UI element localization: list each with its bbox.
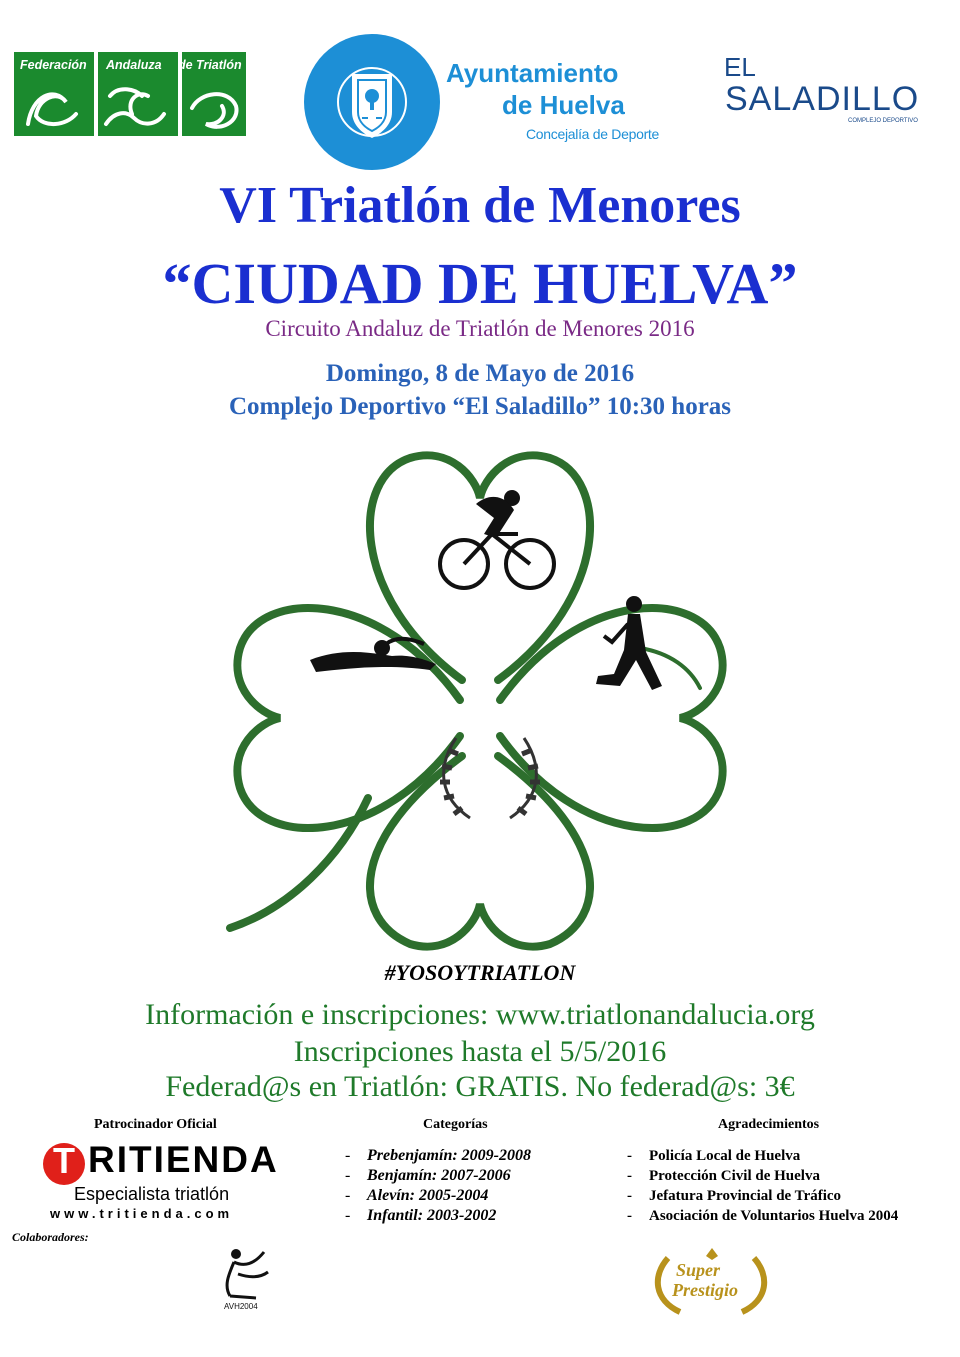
cyclist-icon (440, 490, 554, 588)
categories-heading: Categorías (423, 1117, 488, 1132)
circuit-name: Circuito Andaluz de Triatlón de Menores 2016 (265, 316, 695, 341)
acknowledgements-heading: Agradecimientos (718, 1117, 820, 1132)
list-item: - Policía Local de Huelva (627, 1148, 801, 1164)
collaborators-heading: Colaboradores: (12, 1230, 89, 1244)
federacion-andaluza-logo (14, 52, 246, 136)
clover-leaf-left (237, 608, 460, 828)
super-prestigio-line2: Prestigio (672, 1280, 738, 1300)
list-item: - Asociación de Voluntarios Huelva 2004 (627, 1208, 899, 1224)
super-prestigio-logo (646, 1242, 776, 1318)
list-item: - Benjamín: 2007-2006 (345, 1167, 511, 1184)
list-item: - Protección Civil de Huelva (627, 1168, 820, 1184)
event-subtitle: “CIUDAD DE HUELVA” (162, 251, 798, 316)
federacion-wave-icon (14, 52, 246, 136)
list-item: - Alevín: 2005-2004 (345, 1187, 489, 1204)
list-item: - Prebenjamín: 2009-2008 (345, 1147, 531, 1164)
federacion-logo-word-1: Federación (20, 58, 87, 72)
info-deadline: Inscripciones hasta el 5/5/2016 (293, 1035, 667, 1068)
federacion-logo-word-2: Andaluza (106, 58, 162, 72)
info-registration: Información e inscripciones: www.triatlonandalucia.org (145, 998, 815, 1031)
hashtag: #YOSOYTRIATLON (384, 960, 576, 985)
sponsor-heading: Patrocinador Oficial (94, 1117, 217, 1132)
avh2004-label: AVH2004 (224, 1302, 258, 1311)
saladillo-logo-name: SALADILLO (725, 80, 920, 118)
ayuntamiento-line1: Ayuntamiento (446, 58, 619, 88)
list-item: - Jefatura Provincial de Tráfico (627, 1188, 842, 1204)
tritienda-brand: RITIENDA (88, 1139, 279, 1180)
ayuntamiento-line3: Concejalía de Deporte (526, 126, 660, 142)
list-item: - Infantil: 2003-2002 (345, 1207, 497, 1224)
event-date: Domingo, 8 de Mayo de 2016 (325, 360, 635, 387)
saladillo-logo-sub: COMPLEJO DEPORTIVO (848, 118, 918, 124)
clover-leaf-bottom (370, 756, 590, 947)
categories-list (345, 1146, 531, 1226)
event-venue-time: Complejo Deportivo “El Saladillo” 10:30 horas (228, 393, 732, 420)
avh-figure-icon (216, 1248, 278, 1304)
saladillo-logo-el: EL (724, 52, 756, 82)
event-title: VI Triatlón de Menores (219, 177, 741, 234)
four-leaf-clover-illustration (200, 438, 760, 964)
avh2004-logo (216, 1248, 278, 1316)
tritienda-tagline: Especialista triatlón (74, 1184, 230, 1204)
tritienda-logo (42, 1139, 286, 1222)
city-shield-icon (304, 34, 440, 170)
acknowledgements-list (627, 1146, 898, 1226)
tritienda-website: www.tritienda.com (50, 1206, 234, 1221)
ayuntamiento-line2: de Huelva (502, 90, 625, 120)
federacion-logo-word-3: de Triatlón (178, 58, 242, 72)
tritienda-t-letter: T (53, 1140, 75, 1181)
ayuntamiento-huelva-seal (304, 34, 440, 170)
info-fees: Federad@s en Triatlón: GRATIS. No federad@s: 3€ (165, 1070, 795, 1103)
clover-stem (230, 798, 368, 928)
super-prestigio-line1: Super (676, 1260, 721, 1280)
